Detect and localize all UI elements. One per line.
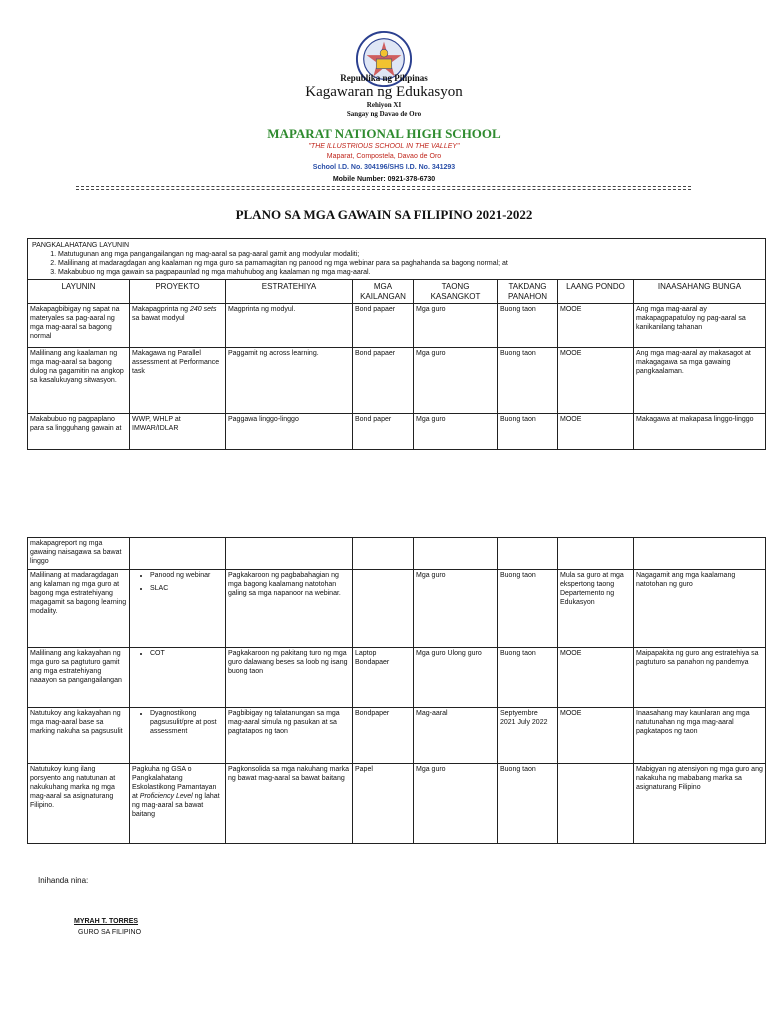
cell-estratehiya: Pagkakaroon ng pagbabahagian ng mga bagong kaalamang natotohan galing sa mga napanoor na webinar.	[226, 570, 353, 648]
cell-panahon	[498, 538, 558, 570]
cell-bunga: Ang mga mag-aaral ay makapagpapatuloy ng pag-aaral sa kanikanilang tahanan	[634, 304, 766, 348]
col-header-panahon: TAKDANG PANAHON	[498, 280, 558, 304]
table-row	[28, 348, 766, 414]
cell-kasangkot: Mga guro	[414, 414, 498, 450]
cell-estratehiya: Pagkakaroon ng pakitang turo ng mga guro dalawang beses sa loob ng isang buong taon	[226, 648, 353, 708]
cell-text: Pagkuha ng GSA o Pangkalahatang Eskolastikong Pamantayan at	[132, 766, 217, 800]
mobile-number: Mobile Number: 0921-378-6730	[332, 176, 436, 183]
cell-pondo: MOOE	[558, 304, 634, 348]
cell-kasangkot: Mga guro Ulong guro	[414, 648, 498, 708]
cell-layunin: Makabubuo ng pagpaplano para sa lingguhang gawain at	[28, 414, 130, 450]
cell-kasangkot	[414, 538, 498, 570]
cell-proyekto: WWP, WHLP at IMWAR/IDLAR	[130, 414, 226, 450]
cell-bunga: Inaasahang may kaunlaran ang mga natutunahan ng mga mag-aaral pagkatapos ng taon	[634, 708, 766, 764]
cell-layunin: Malilinang ang kaalaman ng mga mag-aaral sa bagong dulog na gagamitin na angkop sa kasalukuyang sitwasyon.	[28, 348, 130, 414]
col-header-layunin: LAYUNIN	[28, 280, 130, 304]
goal-item: 2. Malilinang at madaragdagan ang kaalaman ng mga guro sa pamamagitan ng panood ng mga webinar para sa paghahanda sa bagong normal; at	[58, 259, 761, 268]
cell-panahon: Septyembre 2021 July 2022	[498, 708, 558, 764]
cell-pondo: MOOE	[558, 414, 634, 450]
school-motto: "THE ILLUSTRIOUS SCHOOL IN THE VALLEY"	[308, 143, 460, 150]
cell-kailangan: Laptop Bondapaer	[353, 648, 414, 708]
cell-text-italic: Proficiency Level	[139, 793, 193, 800]
department-name: Kagawaran ng Edukasyon	[305, 84, 463, 100]
cell-layunin: Malilinang at madaragdagan ang kalaman ng mga guro at bagong mga estratehiyang magagamit sa bagong learning modality.	[28, 570, 130, 648]
cell-panahon: Buong taon	[498, 348, 558, 414]
bullet-item: • Dyagnostikong pagsusulit/pre at post assessment	[150, 709, 223, 736]
bullet-item: • Panood ng webinar	[150, 571, 223, 580]
header-divider-2	[76, 189, 691, 190]
cell-kailangan	[353, 538, 414, 570]
school-id: School I.D. No. 304196/SHS I.D. No. 341293	[312, 164, 456, 171]
cell-kasangkot: Mga guro	[414, 764, 498, 844]
cell-text: ng lahat ng mag-aaral sa bawat baitang	[132, 793, 220, 818]
table-row	[28, 304, 766, 348]
cell-panahon: Buong taon	[498, 570, 558, 648]
cell-kasangkot: Mag-aaral	[414, 708, 498, 764]
cell-pondo: MOOE	[558, 708, 634, 764]
cell-bunga: Ang mga mag-aaral ay makasagot at makagagawa sa mga gawaing pangkaalaman.	[634, 348, 766, 414]
cell-panahon: Buong taon	[498, 414, 558, 450]
col-header-bunga: INAASAHANG BUNGA	[634, 280, 766, 304]
cell-kailangan: Papel	[353, 764, 414, 844]
plan-table-page2	[27, 537, 766, 844]
cell-kailangan: Bondpaper	[353, 708, 414, 764]
cell-kailangan: Bond papaer	[353, 304, 414, 348]
bullet-list	[132, 649, 223, 658]
cell-kailangan: Bond paper	[353, 414, 414, 450]
goals-list	[32, 250, 761, 277]
cell-estratehiya: Magprinta ng modyul.	[226, 304, 353, 348]
cell-bunga: Nagagamit ang mga kaalamang natotohan ng guro	[634, 570, 766, 648]
col-header-proyekto: PROYEKTO	[130, 280, 226, 304]
bullet-list	[132, 709, 223, 736]
cell-bunga: Makagawa at makapasa linggo-linggo	[634, 414, 766, 450]
goal-item: 3. Makabubuo ng mga gawain sa pagpapaunlad ng mga mahuhubog ang kaalaman ng mga mag-aaral.	[58, 268, 761, 277]
table-row	[28, 648, 766, 708]
cell-bunga: Maipapakita ng guro ang estratehiya sa pagtuturo sa panahon ng pandemya	[634, 648, 766, 708]
school-name: MAPARAT NATIONAL HIGH SCHOOL	[267, 126, 501, 141]
cell-layunin: Natutukoy ang kakayahan ng mga mag-aaral base sa marking nakuha sa pagsusulit	[28, 708, 130, 764]
table-row	[28, 538, 766, 570]
table-row	[28, 764, 766, 844]
col-header-kailangan: MGA KAILANGAN	[353, 280, 414, 304]
col-header-kasangkot: TAONG KASANGKOT	[414, 280, 498, 304]
cell-proyekto	[130, 570, 226, 648]
cell-layunin: makapagreport ng mga gawaing naisagawa sa bawat linggo	[28, 538, 130, 570]
cell-estratehiya: Pagbibigay ng talatanungan sa mga mag-aaral simula ng pasukan at sa pagtatapos ng taon	[226, 708, 353, 764]
cell-text: sa bawat modyul	[132, 315, 185, 322]
cell-pondo: MOOE	[558, 648, 634, 708]
division-line: Sangay ng Davao de Oro	[346, 110, 422, 118]
document-title: PLANO SA MGA GAWAIN SA FILIPINO 2021-2022	[235, 207, 533, 222]
cell-layunin: Natutukoy kung ilang porsyento ang natutunan at nakukuhang marka ng mga mag-aaral sa asignaturang Filipino.	[28, 764, 130, 844]
signatory-title: GURO SA FILIPINO	[78, 929, 142, 936]
republic-line: Republika ng Pilipinas	[340, 73, 428, 83]
cell-pondo	[558, 764, 634, 844]
signatory-name: MYRAH T. TORRES	[74, 918, 139, 925]
bullet-item: • SLAC	[150, 584, 223, 593]
cell-layunin: Makapagbibigay ng sapat na materyales sa pag-aaral ng mga mag-aaral sa bagong normal	[28, 304, 130, 348]
col-header-pondo: LAANG PONDO	[558, 280, 634, 304]
goals-row	[28, 239, 766, 280]
cell-pondo: Mula sa guro at mga ekspertong taong Departemento ng Edukasyon	[558, 570, 634, 648]
cell-proyekto	[130, 648, 226, 708]
cell-text-italic: 240 sets	[189, 306, 217, 313]
cell-estratehiya: Paggawa linggo-linggo	[226, 414, 353, 450]
prepared-by-label: Inihanda nina:	[38, 876, 89, 885]
cell-panahon: Buong taon	[498, 304, 558, 348]
goal-item: 1. Matutugunan ang mga pangangailangan ng mag-aaral sa pag-aaral gamit ang modyular modaliti;	[58, 250, 761, 259]
table-header-row	[28, 280, 766, 304]
cell-pondo	[558, 538, 634, 570]
cell-estratehiya: Pagkonsolida sa mga nakuhang marka ng bawat mag-aaral sa bawat baitang	[226, 764, 353, 844]
cell-estratehiya: Paggamit ng across learning.	[226, 348, 353, 414]
bullet-item: • COT	[150, 649, 223, 658]
cell-kailangan: Bond papaer	[353, 348, 414, 414]
cell-proyekto: Makagawa ng Parallel assessment at Performance task	[130, 348, 226, 414]
cell-bunga	[634, 538, 766, 570]
plan-table-page1	[27, 238, 766, 450]
cell-kasangkot: Mga guro	[414, 304, 498, 348]
cell-proyekto	[130, 708, 226, 764]
table-row	[28, 708, 766, 764]
cell-proyekto	[130, 538, 226, 570]
cell-bunga: Mabigyan ng atensiyon ng mga guro ang nakakuha ng mababang marka sa asignaturang Filipino	[634, 764, 766, 844]
cell-estratehiya	[226, 538, 353, 570]
header-divider	[76, 186, 691, 187]
bullet-list	[132, 571, 223, 593]
cell-panahon: Buong taon	[498, 648, 558, 708]
cell-proyekto	[130, 764, 226, 844]
cell-panahon: Buong taon	[498, 764, 558, 844]
cell-kasangkot: Mga guro	[414, 348, 498, 414]
col-header-estratehiya: ESTRATEHIYA	[226, 280, 353, 304]
cell-proyekto	[130, 304, 226, 348]
cell-kasangkot: Mga guro	[414, 570, 498, 648]
region-line: Rehiyon XI	[366, 101, 402, 109]
general-goals	[28, 239, 766, 280]
cell-kailangan	[353, 570, 414, 648]
table-row	[28, 570, 766, 648]
cell-layunin: Malilinang ang kakayahan ng mga guro sa pagtuturo gamit ang mga estratehiyang naaayon sa pangangailangan	[28, 648, 130, 708]
cell-pondo: MOOE	[558, 348, 634, 414]
cell-text: Makapagprinta ng	[132, 306, 190, 313]
table-row	[28, 414, 766, 450]
goals-heading: PANGKALAHATANG LAYUNIN	[32, 242, 130, 249]
school-address: Maparat, Compostela, Davao de Oro	[326, 153, 442, 160]
